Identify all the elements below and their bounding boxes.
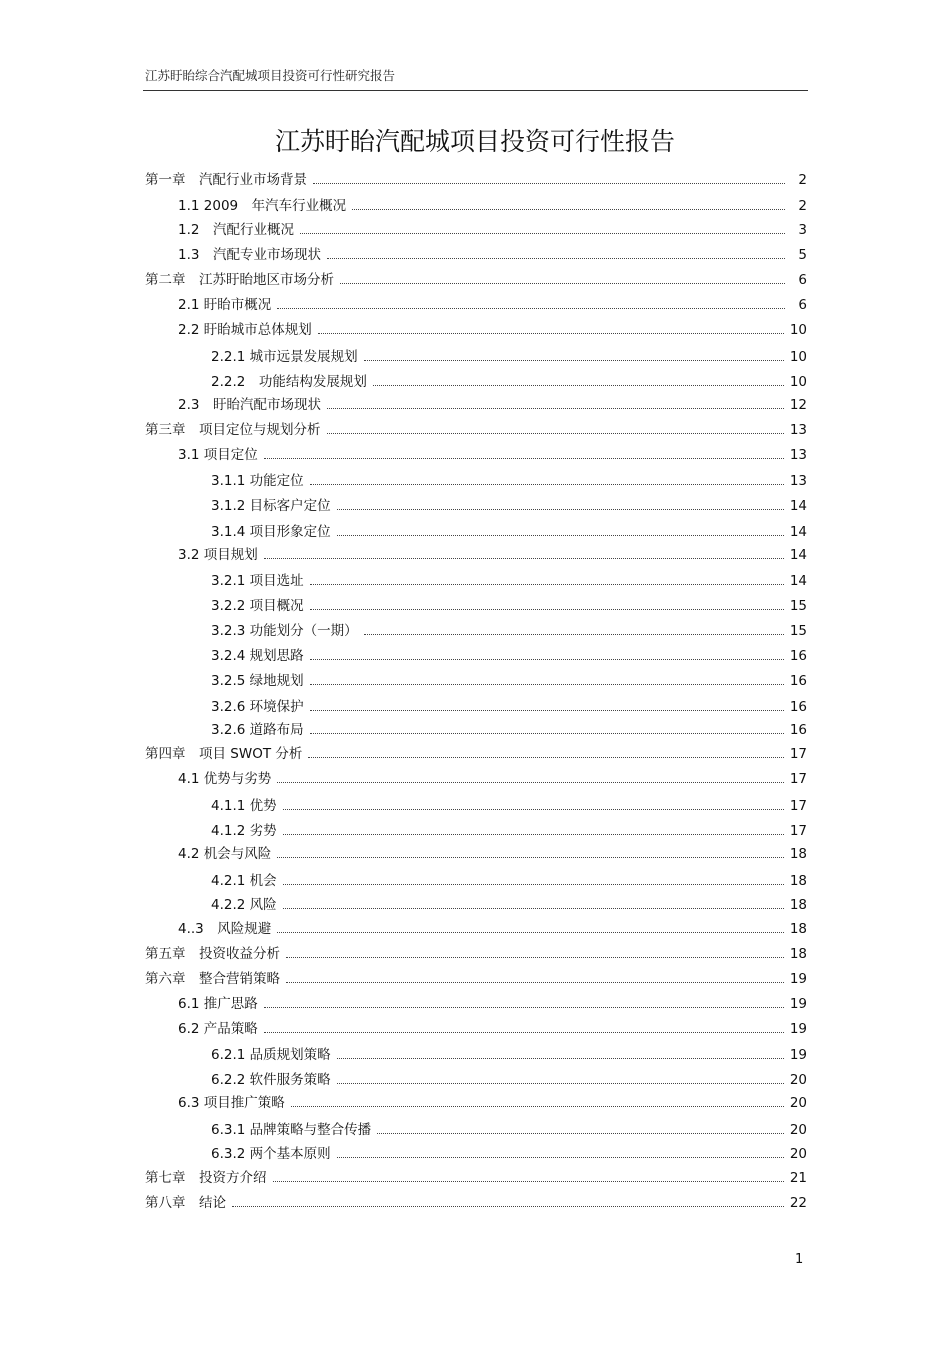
- toc-entry-page: 13: [789, 473, 807, 489]
- toc-leader-dots: [377, 1133, 784, 1134]
- toc-leader-dots: [283, 908, 784, 909]
- toc-leader-dots: [283, 834, 784, 835]
- toc-entry-page: 22: [789, 1195, 807, 1211]
- toc-entry-label: 2.2.1 城市远景发展规划: [211, 349, 358, 365]
- toc-entry-page: 18: [789, 873, 807, 889]
- toc-entry[interactable]: [211, 1045, 807, 1065]
- toc-entry-label: 第六章 整合营销策略: [145, 971, 280, 987]
- toc-entry-label: 3.2.6 环境保护: [211, 699, 304, 715]
- toc-entry-page: 16: [789, 699, 807, 715]
- toc-entry-page: 18: [789, 897, 807, 913]
- toc-entry-label: 第八章 结论: [145, 1195, 226, 1211]
- toc-leader-dots: [232, 1206, 784, 1207]
- toc-entry-page: 15: [789, 623, 807, 639]
- toc-leader-dots: [308, 757, 783, 758]
- toc-entry[interactable]: [211, 471, 807, 491]
- toc-entry-page: 18: [789, 846, 807, 862]
- toc-entry-label: 4..3 风险规避: [178, 921, 272, 937]
- toc-entry-label: 3.2.1 项目选址: [211, 573, 304, 589]
- toc-leader-dots: [310, 484, 784, 485]
- toc-entry-page: 14: [789, 524, 807, 540]
- toc-entry[interactable]: [211, 821, 807, 841]
- toc-entry-label: 3.1 项目定位: [178, 447, 258, 463]
- toc-entry-page: 18: [789, 946, 807, 962]
- toc-entry-label: 4.2.2 风险: [211, 897, 277, 913]
- toc-entry-label: 2.2.2 功能结构发展规划: [211, 374, 367, 390]
- toc-entry-label: 2.1 盱眙市概况: [178, 297, 272, 313]
- toc-entry-label: 第七章 投资方介绍: [145, 1170, 267, 1186]
- toc-entry[interactable]: [211, 895, 807, 915]
- toc-leader-dots: [283, 884, 784, 885]
- toc-entry[interactable]: [211, 496, 807, 516]
- toc-leader-dots: [337, 1157, 784, 1158]
- toc-leader-dots: [310, 684, 784, 685]
- toc-entry-label: 6.3.2 两个基本原则: [211, 1146, 331, 1162]
- toc-entry-page: 19: [789, 971, 807, 987]
- toc-leader-dots: [277, 782, 784, 783]
- toc-entry-page: 19: [789, 1021, 807, 1037]
- toc-entry[interactable]: [178, 1093, 807, 1113]
- toc-entry-label: 第五章 投资收益分析: [145, 946, 280, 962]
- toc-entry[interactable]: [211, 1144, 807, 1164]
- toc-entry-page: 14: [789, 573, 807, 589]
- toc-entry-label: 6.3.1 品牌策略与整合传播: [211, 1122, 372, 1138]
- toc-entry[interactable]: [211, 796, 807, 816]
- header-divider: [143, 90, 808, 91]
- toc-entry-page: 6: [798, 272, 807, 288]
- toc-entry[interactable]: [145, 170, 807, 190]
- toc-entry-label: 3.1.2 目标客户定位: [211, 498, 331, 514]
- toc-entry[interactable]: [178, 769, 807, 789]
- toc-entry-page: 21: [789, 1170, 807, 1186]
- toc-entry[interactable]: [145, 270, 807, 290]
- toc-entry-page: 15: [789, 598, 807, 614]
- toc-leader-dots: [283, 809, 784, 810]
- toc-entry-page: 14: [789, 498, 807, 514]
- toc-entry[interactable]: [178, 545, 807, 565]
- toc-leader-dots: [310, 733, 784, 734]
- toc-entry-label: 6.2.2 软件服务策略: [211, 1072, 331, 1088]
- toc-entry-label: 4.1 优势与劣势: [178, 771, 272, 787]
- toc-entry-label: 3.2.4 规划思路: [211, 648, 304, 664]
- toc-entry-label: 4.2.1 机会: [211, 873, 277, 889]
- toc-leader-dots: [264, 1007, 784, 1008]
- toc-entry[interactable]: [145, 420, 807, 440]
- toc-entry[interactable]: [145, 744, 807, 764]
- toc-entry[interactable]: [178, 196, 807, 216]
- toc-entry[interactable]: [211, 871, 807, 891]
- toc-entry-label: 3.1.1 功能定位: [211, 473, 304, 489]
- running-header: 江苏盱眙综合汽配城项目投资可行性研究报告: [145, 68, 396, 83]
- toc-entry[interactable]: [211, 1070, 807, 1090]
- toc-entry-page: 17: [789, 798, 807, 814]
- toc-leader-dots: [286, 982, 784, 983]
- toc-entry-label: 4.1.2 劣势: [211, 823, 277, 839]
- toc-entry[interactable]: [178, 994, 807, 1014]
- toc-entry-page: 12: [789, 397, 807, 413]
- toc-entry-label: 第二章 江苏盱眙地区市场分析: [145, 272, 334, 288]
- toc-entry-page: 19: [789, 996, 807, 1012]
- toc-entry[interactable]: [211, 372, 807, 392]
- toc-leader-dots: [264, 558, 784, 559]
- toc-leader-dots: [291, 1106, 784, 1107]
- toc-entry-label: 3.2.6 道路布局: [211, 722, 304, 738]
- toc-entry-label: 第三章 项目定位与规划分析: [145, 422, 321, 438]
- toc-entry-page: 10: [789, 374, 807, 390]
- toc-entry-page: 14: [789, 547, 807, 563]
- toc-leader-dots: [337, 509, 784, 510]
- toc-leader-dots: [310, 609, 784, 610]
- toc-entry[interactable]: [211, 596, 807, 616]
- toc-leader-dots: [327, 433, 784, 434]
- toc-entry[interactable]: [211, 720, 807, 740]
- toc-entry-page: 2: [798, 172, 807, 188]
- toc-entry-page: 20: [789, 1122, 807, 1138]
- toc-leader-dots: [364, 360, 784, 361]
- toc-leader-dots: [327, 408, 784, 409]
- toc-leader-dots: [310, 710, 784, 711]
- toc-entry-page: 20: [789, 1146, 807, 1162]
- toc-entry-page: 19: [789, 1047, 807, 1063]
- toc-leader-dots: [264, 1032, 784, 1033]
- toc-entry[interactable]: [211, 646, 807, 666]
- toc-leader-dots: [300, 233, 785, 234]
- toc-entry-page: 16: [789, 648, 807, 664]
- toc-leader-dots: [277, 308, 785, 309]
- toc-entry-label: 6.3 项目推广策略: [178, 1095, 285, 1111]
- toc-leader-dots: [340, 283, 785, 284]
- toc-entry-label: 6.2.1 品质规划策略: [211, 1047, 331, 1063]
- toc-leader-dots: [277, 932, 784, 933]
- toc-entry[interactable]: [211, 697, 807, 717]
- toc-entry-page: 20: [789, 1072, 807, 1088]
- toc-entry-page: 20: [789, 1095, 807, 1111]
- toc-entry[interactable]: [178, 245, 807, 265]
- toc-entry[interactable]: [178, 320, 807, 340]
- toc-entry[interactable]: [211, 347, 807, 367]
- toc-entry-page: 10: [789, 322, 807, 338]
- toc-entry-page: 10: [789, 349, 807, 365]
- toc-entry[interactable]: [211, 621, 807, 641]
- toc-leader-dots: [337, 1083, 784, 1084]
- toc-entry-page: 13: [789, 447, 807, 463]
- toc-entry[interactable]: [145, 944, 807, 964]
- toc-leader-dots: [327, 258, 785, 259]
- toc-entry-label: 4.2 机会与风险: [178, 846, 272, 862]
- toc-entry-page: 18: [789, 921, 807, 937]
- toc-entry[interactable]: [211, 671, 807, 691]
- toc-leader-dots: [373, 385, 784, 386]
- toc-leader-dots: [310, 584, 784, 585]
- toc-leader-dots: [337, 535, 784, 536]
- toc-entry-page: 17: [789, 771, 807, 787]
- toc-entry-page: 6: [798, 297, 807, 313]
- toc-entry[interactable]: [211, 571, 807, 591]
- toc-entry[interactable]: [178, 1019, 807, 1039]
- toc-entry-page: 5: [798, 247, 807, 263]
- page-number: 1: [795, 1252, 804, 1267]
- toc-leader-dots: [337, 1058, 784, 1059]
- toc-entry[interactable]: [178, 919, 807, 939]
- toc-entry-page: 17: [789, 746, 807, 762]
- toc-entry[interactable]: [178, 844, 807, 864]
- toc-entry[interactable]: [178, 445, 807, 465]
- toc-entry-page: 3: [798, 222, 807, 238]
- toc-entry[interactable]: [211, 522, 807, 542]
- toc-entry-label: 3.2.3 功能划分（一期）: [211, 623, 358, 639]
- toc-leader-dots: [313, 183, 785, 184]
- toc-entry-label: 第一章 汽配行业市场背景: [145, 172, 307, 188]
- toc-entry-label: 6.1 推广思路: [178, 996, 258, 1012]
- toc-entry-label: 3.2 项目规划: [178, 547, 258, 563]
- toc-entry-label: 第四章 项目 SWOT 分析: [145, 746, 303, 762]
- toc-leader-dots: [264, 458, 784, 459]
- toc-entry[interactable]: [145, 1193, 807, 1213]
- toc-entry-label: 4.1.1 优势: [211, 798, 277, 814]
- toc-leader-dots: [310, 659, 784, 660]
- toc-entry-label: 2.3 盱眙汽配市场现状: [178, 397, 321, 413]
- toc-entry-label: 3.2.2 项目概况: [211, 598, 304, 614]
- toc-entry-page: 17: [789, 823, 807, 839]
- toc-entry[interactable]: [145, 969, 807, 989]
- toc-entry-label: 6.2 产品策略: [178, 1021, 258, 1037]
- toc-entry-label: 1.3 汽配专业市场现状: [178, 247, 321, 263]
- toc-entry-label: 1.1 2009 年汽车行业概况: [178, 198, 347, 214]
- toc-leader-dots: [277, 857, 784, 858]
- toc-entry-label: 3.1.4 项目形象定位: [211, 524, 331, 540]
- toc-entry[interactable]: [178, 395, 807, 415]
- toc-entry[interactable]: [178, 295, 807, 315]
- toc-entry[interactable]: [211, 1120, 807, 1140]
- toc-entry-label: 3.2.5 绿地规划: [211, 673, 304, 689]
- toc-entry-page: 2: [798, 198, 807, 214]
- toc-leader-dots: [352, 209, 785, 210]
- toc-entry-label: 2.2 盱眙城市总体规划: [178, 322, 312, 338]
- toc-entry[interactable]: [145, 1168, 807, 1188]
- toc-entry-label: 1.2 汽配行业概况: [178, 222, 294, 238]
- toc-entry[interactable]: [178, 220, 807, 240]
- toc-entry-page: 16: [789, 673, 807, 689]
- toc-leader-dots: [318, 333, 784, 334]
- document-title: 江苏盱眙汽配城项目投资可行性报告: [274, 127, 675, 156]
- toc-entry-page: 16: [789, 722, 807, 738]
- toc-leader-dots: [273, 1181, 784, 1182]
- toc-leader-dots: [364, 634, 784, 635]
- toc-leader-dots: [286, 957, 784, 958]
- toc-entry-page: 13: [789, 422, 807, 438]
